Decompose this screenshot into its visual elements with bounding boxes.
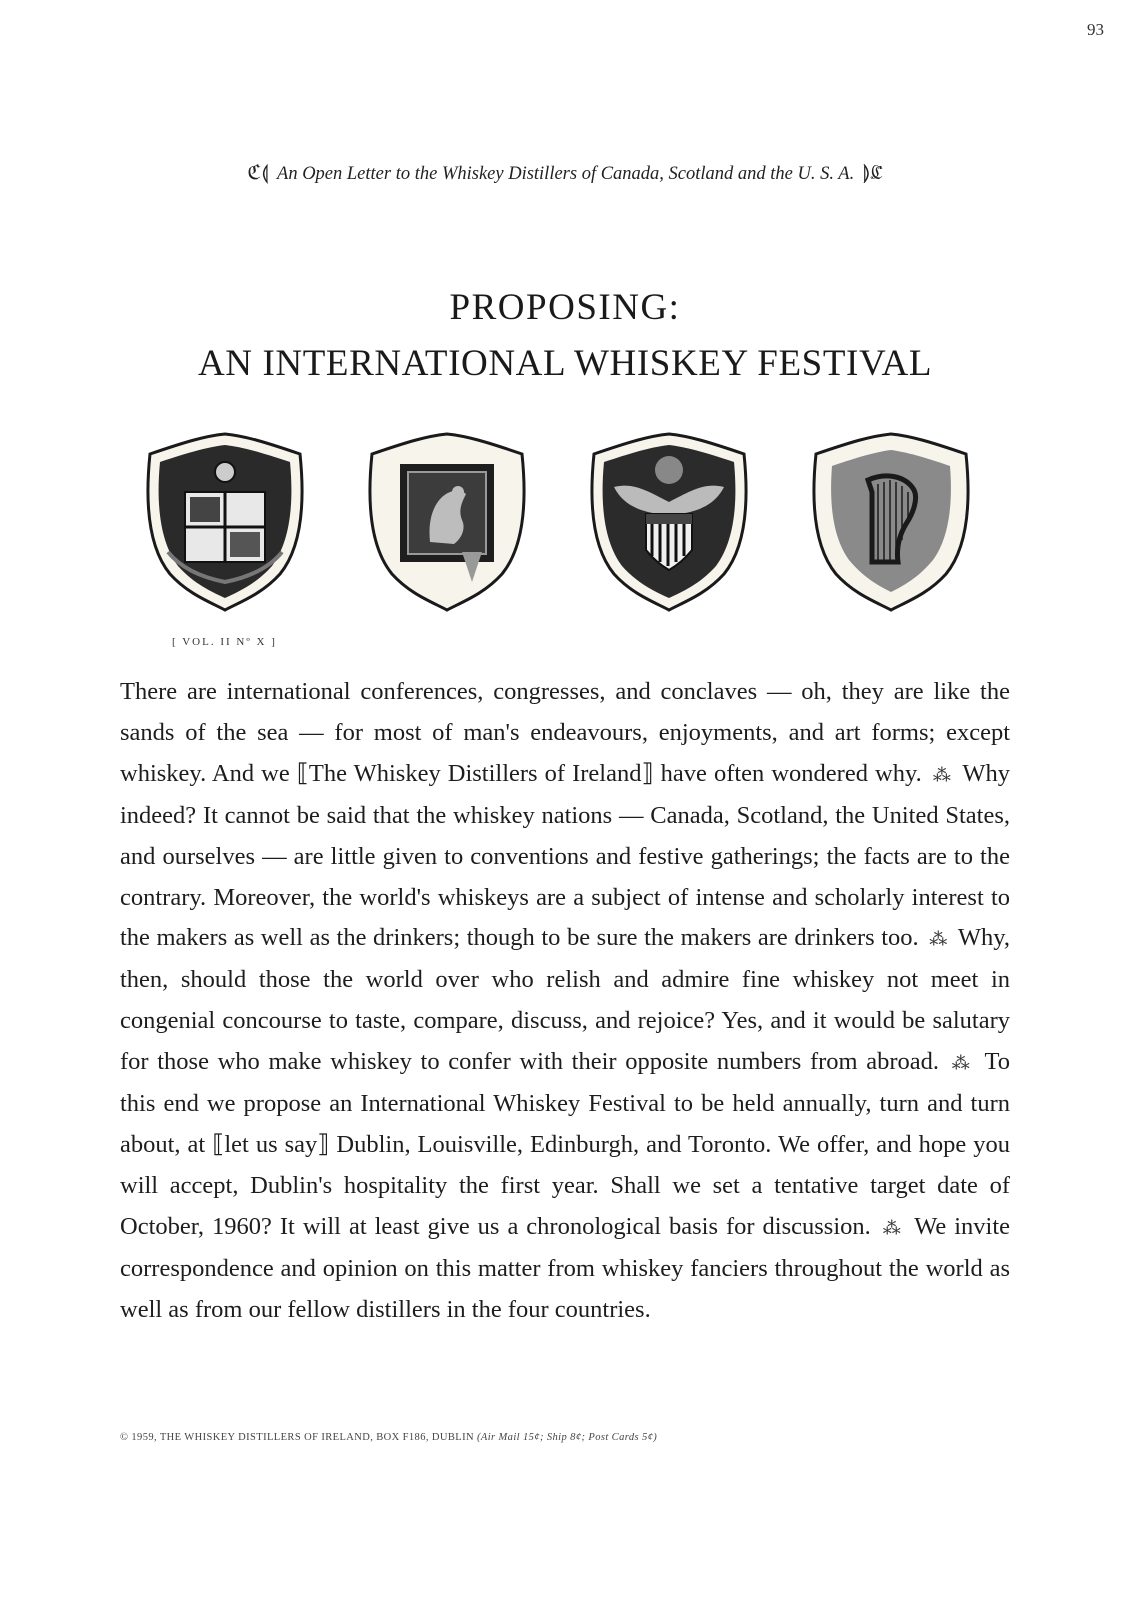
footer-copyright: © 1959, THE WHISKEY DISTILLERS OF IRELAND, BOX F186, DUBLIN bbox=[120, 1432, 474, 1443]
letter-body bbox=[120, 672, 1010, 1331]
page-number: 93 bbox=[1087, 20, 1104, 39]
paragraph-mark-icon: ⁂ bbox=[882, 1217, 903, 1238]
volume-label: [ VOL. II Nº X ] bbox=[172, 636, 277, 648]
canada-coat-of-arms-icon bbox=[140, 432, 310, 612]
body-sentence-1: There are international conferences, congresses, and conclaves — oh, they are like the sands of the sea — for most of man's endeavours, enjoyments, and art forms; except whiskey. And we ⟦The Whiskey Distillers of Ireland⟧ have often wondered why. bbox=[120, 678, 1010, 787]
headline-line-1: PROPOSING: bbox=[449, 287, 681, 328]
paragraph-mark-icon: ⁂ bbox=[932, 764, 952, 785]
paragraph-mark-icon: ⁂ bbox=[929, 929, 948, 950]
coats-of-arms-row bbox=[140, 432, 1000, 622]
scotland-lion-rampant-icon bbox=[362, 432, 532, 612]
ornament-left-icon: ℭ⟬ bbox=[247, 162, 269, 184]
body-sentence-3: Why, then, should those the world over who relish and admire fine whiskey not meet in congenial concourse to taste, compare, discuss, and rejoice? Yes, and it would be salutary for those who make whiskey to confer with their opposite numbers from abroad. bbox=[120, 924, 1011, 1076]
ireland-harp-icon bbox=[806, 432, 976, 612]
body-sentence-2: Why indeed? It cannot be said that the whiskey nations — Canada, Scotland, the United States, and ourselves — are little given to conventions and festive gatherings; the facts are to the contrary. Moreover, the world's whiskeys are a subject of intense and scholarly interest to the makers as well as the drinkers; though to be sure the makers are drinkers too. bbox=[120, 759, 1011, 952]
footer-line bbox=[120, 1432, 657, 1443]
body-sentence-4: To this end we propose an International Whiskey Festival to be held annually, turn and turn about, at ⟦let us say⟧ Dublin, Louisville, Edinburgh, and Toronto. We offer, and hope you will accept, Dublin's hospitality the first year. Shall we set a tentative target date of October, 1960? It will at least give us a chronological basis for discussion. bbox=[120, 1048, 1011, 1240]
usa-eagle-arms-icon bbox=[584, 432, 754, 612]
headline-line-2: AN INTERNATIONAL WHISKEY FESTIVAL bbox=[197, 343, 933, 384]
footer-rates: (Air Mail 15¢; Ship 8¢; Post Cards 5¢) bbox=[477, 1432, 658, 1443]
ornament-right-icon: ⟭ℭ bbox=[862, 162, 883, 184]
kicker-text: An Open Letter to the Whiskey Distillers of Canada, Scotland and the U. S. A. bbox=[277, 164, 855, 184]
headline bbox=[0, 280, 1130, 392]
kicker-line bbox=[0, 160, 1130, 185]
body-sentence-5: We invite correspondence and opinion on this matter from whiskey fanciers throughout the world as well as from our fellow distillers in the four countries. bbox=[120, 1212, 1011, 1323]
paragraph-mark-icon: ⁂ bbox=[951, 1053, 973, 1074]
